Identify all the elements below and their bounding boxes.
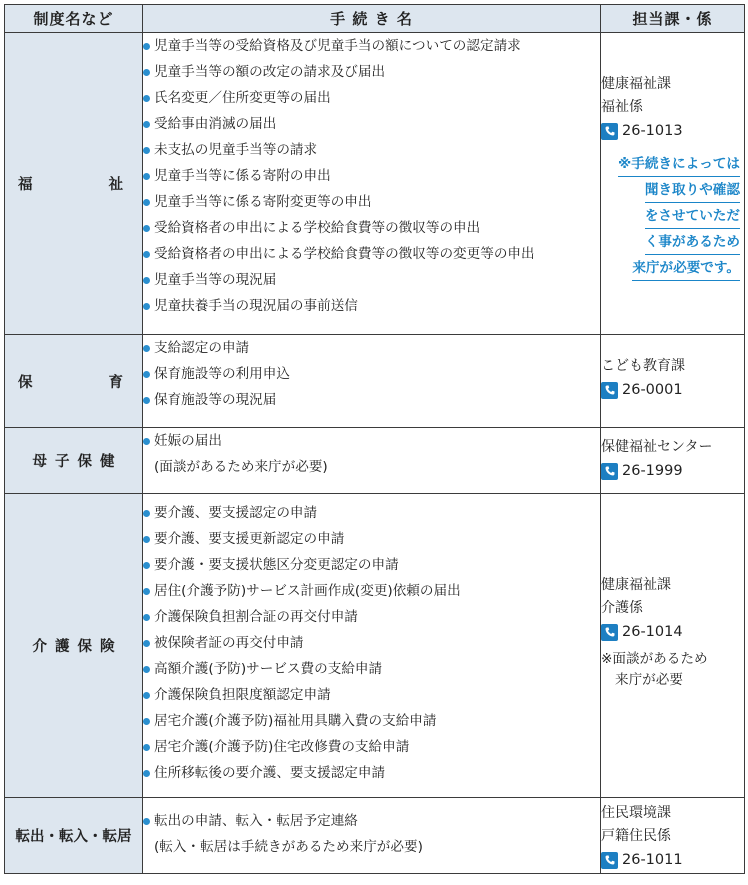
list-item	[143, 500, 600, 526]
phone-number-text: 26-1011	[622, 852, 683, 868]
phone-number	[601, 459, 744, 483]
list-item-text: 受給資格者の申出による学校給食費等の徴収等の変更等の申出	[154, 246, 535, 262]
list-item-text: 児童手当等に係る寄附変更等の申出	[154, 194, 372, 210]
list-item-text: 児童手当等に係る寄附の申出	[154, 168, 331, 184]
remark-line: ※面談があるため	[601, 651, 708, 667]
hint-line: 聞き取りや確認	[645, 178, 740, 203]
category-welfare	[5, 33, 143, 335]
dept-section: 福祉係	[601, 99, 643, 115]
list-item-text: 要介護、要支援更新認定の申請	[154, 531, 345, 547]
procedure-note: (面談があるため来庁が必要)	[154, 459, 328, 475]
list-item-text: 介護保険負担割合証の再交付申請	[154, 609, 358, 625]
bullet-dot	[143, 225, 150, 232]
table-row-welfare	[5, 33, 745, 335]
list-item	[143, 808, 600, 834]
interview-remark	[601, 649, 744, 691]
list-item-text: 受給資格者の申出による学校給食費等の徴収等の申出	[154, 220, 481, 236]
department-welfare	[601, 33, 745, 335]
bullet-dot	[143, 303, 150, 310]
list-item	[143, 526, 600, 552]
bullet-dot	[143, 397, 150, 404]
list-item-text: 居住(介護予防)サービス計画作成(変更)依頼の届出	[154, 583, 461, 599]
phone-number	[601, 848, 744, 872]
list-item-text: 未支払の児童手当等の請求	[154, 142, 318, 158]
list-item-text: 居宅介護(介護予防)住宅改修費の支給申請	[154, 739, 410, 755]
list-item-text: 受給事由消滅の届出	[154, 116, 277, 132]
procedures-maternal-health	[143, 428, 601, 494]
bullet-dot	[143, 536, 150, 543]
phone-number	[601, 119, 744, 143]
list-item	[143, 604, 600, 630]
category-welfare-char-2: 祉	[108, 177, 125, 193]
procedures-childcare	[143, 335, 601, 428]
procedures-welfare	[143, 33, 601, 335]
list-item-text: 介護保険負担限度額認定申請	[154, 687, 331, 703]
table-row-maternal-health	[5, 428, 745, 494]
category-childcare-char-1: 保	[18, 374, 35, 391]
list-item-text: 児童手当等の受給資格及び児童手当の額についての認定請求	[154, 38, 521, 54]
list-item	[143, 428, 600, 454]
phone-number	[601, 378, 744, 402]
procedures-nursing-care	[143, 494, 601, 798]
bullet-dot	[143, 692, 150, 699]
bullet-dot	[143, 438, 150, 445]
header-procedure: 手 続 き 名	[143, 5, 601, 33]
bullet-dot	[143, 510, 150, 517]
bullet-dot	[143, 277, 150, 284]
list-item	[143, 293, 600, 319]
category-childcare	[5, 335, 143, 428]
list-item-text: 転出の申請、転入・転居予定連絡	[154, 813, 358, 829]
bullet-dot	[143, 121, 150, 128]
category-maternal-health	[5, 428, 143, 494]
category-welfare-char-1: 福	[18, 177, 35, 193]
dept-name: こども教育課	[601, 358, 685, 374]
remark-line: 来庁が必要	[615, 672, 683, 688]
list-item-text: 支給認定の申請	[154, 340, 250, 356]
bullet-dot	[143, 666, 150, 673]
bullet-dot	[143, 614, 150, 621]
hint-line: ※手続きによっては	[618, 152, 740, 177]
list-item	[143, 578, 600, 604]
list-item	[143, 552, 600, 578]
dept-name: 健康福祉課	[601, 76, 671, 92]
bullet-dot	[143, 43, 150, 50]
list-item-text: 児童扶養手当の現況届の事前送信	[154, 298, 358, 314]
bullet-dot	[143, 69, 150, 76]
procedures-table	[4, 4, 745, 874]
list-item	[143, 656, 600, 682]
bullet-dot	[143, 345, 150, 352]
list-item-text: 高額介護(予防)サービス費の支給申請	[154, 661, 383, 677]
phone-number	[601, 620, 744, 644]
phone-number-text: 26-1999	[622, 463, 683, 479]
category-moving	[5, 798, 143, 874]
list-item-text: 妊娠の届出	[154, 433, 222, 449]
bullet-dot	[143, 562, 150, 569]
list-item-text: 保育施設等の現況届	[154, 392, 277, 408]
category-maternal-health-label: 母子保健	[32, 454, 123, 470]
header-department: 担当課・係	[601, 5, 745, 33]
procedures-moving	[143, 798, 601, 874]
list-item	[143, 33, 600, 59]
phone-icon	[601, 624, 618, 641]
category-childcare-char-2: 育	[108, 374, 125, 391]
list-item-text: 被保険者証の再交付申請	[154, 635, 304, 651]
phone-icon	[601, 382, 618, 399]
bullet-dot	[143, 147, 150, 154]
list-item	[143, 267, 600, 293]
bullet-dot	[143, 95, 150, 102]
list-item-text: 居宅介護(介護予防)福祉用具購入費の支給申請	[154, 713, 437, 729]
category-nursing-care-label: 介護保険	[32, 639, 123, 655]
dept-name: 保健福祉センター	[601, 439, 713, 455]
list-item	[143, 760, 600, 786]
note-visit-required	[601, 151, 740, 281]
list-item	[143, 59, 600, 85]
dept-section: 介護係	[601, 600, 643, 616]
table-row-moving	[5, 798, 745, 874]
header-category: 制度名など	[5, 5, 143, 33]
list-item	[143, 111, 600, 137]
list-item	[143, 163, 600, 189]
list-item	[143, 137, 600, 163]
bullet-dot	[143, 770, 150, 777]
department-maternal-health	[601, 428, 745, 494]
phone-number-text: 26-1014	[622, 624, 683, 640]
bullet-dot	[143, 173, 150, 180]
phone-number-text: 26-1013	[622, 123, 683, 139]
list-item	[143, 189, 600, 215]
phone-number-text: 26-0001	[622, 382, 683, 398]
list-item-text: 住所移転後の要介護、要支援認定申請	[154, 765, 386, 781]
bullet-dot	[143, 744, 150, 751]
bullet-dot	[143, 251, 150, 258]
phone-icon	[601, 463, 618, 480]
list-item	[143, 215, 600, 241]
hint-line: く事があるため	[645, 230, 740, 255]
list-item	[143, 682, 600, 708]
bullet-dot	[143, 371, 150, 378]
dept-section: 戸籍住民係	[601, 828, 671, 844]
phone-icon	[601, 123, 618, 140]
header-row	[5, 5, 745, 33]
department-moving	[601, 798, 745, 874]
list-item	[143, 85, 600, 111]
dept-name: 住民環境課	[601, 805, 671, 821]
dept-name: 健康福祉課	[601, 577, 671, 593]
list-item-text: 児童手当等の現況届	[154, 272, 277, 288]
list-item	[143, 241, 600, 267]
hint-line: 来庁が必要です。	[632, 256, 740, 281]
department-childcare	[601, 335, 745, 428]
list-item	[143, 630, 600, 656]
hint-line: をさせていただ	[645, 204, 740, 229]
bullet-dot	[143, 640, 150, 647]
procedure-note: (転入・転居は手続きがあるため来庁が必要)	[154, 839, 423, 855]
table-row-childcare	[5, 335, 745, 428]
list-item	[143, 708, 600, 734]
list-item	[143, 361, 600, 387]
bullet-dot	[143, 588, 150, 595]
list-item-text: 要介護・要支援状態区分変更認定の申請	[154, 557, 399, 573]
category-nursing-care	[5, 494, 143, 798]
list-item-text: 氏名変更／住所変更等の届出	[154, 90, 331, 106]
list-item	[143, 387, 600, 413]
list-item	[143, 734, 600, 760]
bullet-dot	[143, 818, 150, 825]
list-item	[143, 335, 600, 361]
department-nursing-care	[601, 494, 745, 798]
list-item-text: 要介護、要支援認定の申請	[154, 505, 318, 521]
list-item-text: 児童手当等の額の改定の請求及び届出	[154, 64, 386, 80]
table-row-nursing-care	[5, 494, 745, 798]
phone-icon	[601, 852, 618, 869]
category-moving-label: 転出・転入・転居	[15, 829, 132, 845]
bullet-dot	[143, 199, 150, 206]
list-item-text: 保育施設等の利用申込	[154, 366, 290, 382]
bullet-dot	[143, 718, 150, 725]
